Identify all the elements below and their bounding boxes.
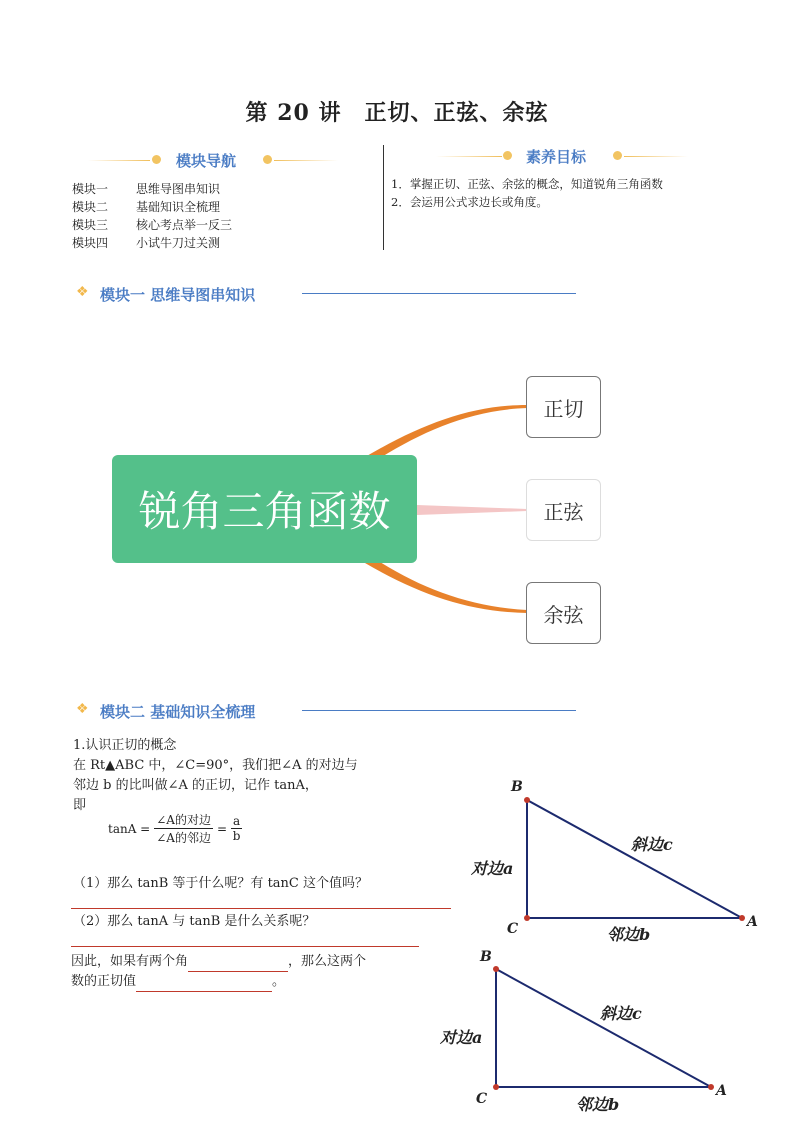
mindmap-node-sine: 正弦 [526, 479, 601, 541]
goals-heading: 素养目标 [526, 148, 587, 166]
label-adjacent: 邻边b [607, 925, 651, 944]
mindmap-root: 锐角三角函数 [112, 455, 417, 563]
ratio-numerator: a [233, 814, 241, 828]
section2-heading: 模块二 基础知识全梳理 [100, 703, 256, 721]
conclusion-line-2: 数的正切值 。 [71, 972, 285, 992]
label-hypotenuse: 斜边c [600, 1004, 642, 1023]
question-2: （2）那么 tanA 与 tanB 是什么关系呢？ [73, 914, 316, 929]
ratio-denominator: b [232, 829, 241, 843]
diamond-icon: ❖ [76, 701, 89, 717]
label-opposite: 对边a [440, 1028, 483, 1047]
vertex-A: A [747, 914, 758, 930]
label-hypotenuse: 斜边c [631, 835, 673, 854]
vertex-C: C [507, 921, 519, 937]
formula-denominator: ∠A的邻边 [156, 831, 211, 845]
goal-item: 1．掌握正切、正弦、余弦的概念，知道锐角三角函数 [391, 177, 663, 191]
vertex-B: B [511, 779, 523, 795]
paragraph: 在 Rt▲ABC 中，∠C=90°，我们把∠A 的对边与 [73, 758, 358, 773]
diamond-icon: ❖ [76, 284, 89, 300]
nav-item: 模块四 小试牛刀过关测 [72, 236, 221, 250]
paragraph: 即 [73, 798, 87, 813]
nav-item: 模块三 核心考点举一反三 [72, 218, 233, 232]
formula-lhs: tanA = [108, 821, 151, 836]
page-title: 第 20 讲 正切、正弦、余弦 [245, 100, 549, 126]
label-adjacent: 邻边b [576, 1095, 620, 1114]
nav-heading: 模块导航 [176, 152, 237, 170]
vertex-B: B [480, 949, 492, 965]
nav-item: 模块一 思维导图串知识 [72, 182, 221, 196]
section1-heading: 模块一 思维导图串知识 [100, 286, 256, 304]
vertex-C: C [476, 1091, 488, 1107]
concept-heading: 1.认识正切的概念 [73, 738, 177, 753]
conclusion-line-1: 因此，如果有两个角 ，那么这两个 [71, 952, 366, 972]
mindmap-node-tangent: 正切 [526, 376, 601, 438]
goal-item: 2．会运用公式求边长或角度。 [391, 195, 548, 209]
nav-item: 模块二 基础知识全梳理 [72, 200, 221, 214]
label-opposite: 对边a [471, 859, 514, 878]
formula-equals: = [216, 821, 228, 836]
paragraph: 邻边 b 的比叫做∠A 的正切，记作 tanA， [73, 778, 318, 793]
vertex-A: A [716, 1083, 727, 1099]
mindmap-node-cosine: 余弦 [526, 582, 601, 644]
question-1: （1）那么 tanB 等于什么呢？有 tanC 这个值吗？ [73, 876, 368, 891]
formula-numerator: ∠A的对边 [156, 813, 211, 827]
